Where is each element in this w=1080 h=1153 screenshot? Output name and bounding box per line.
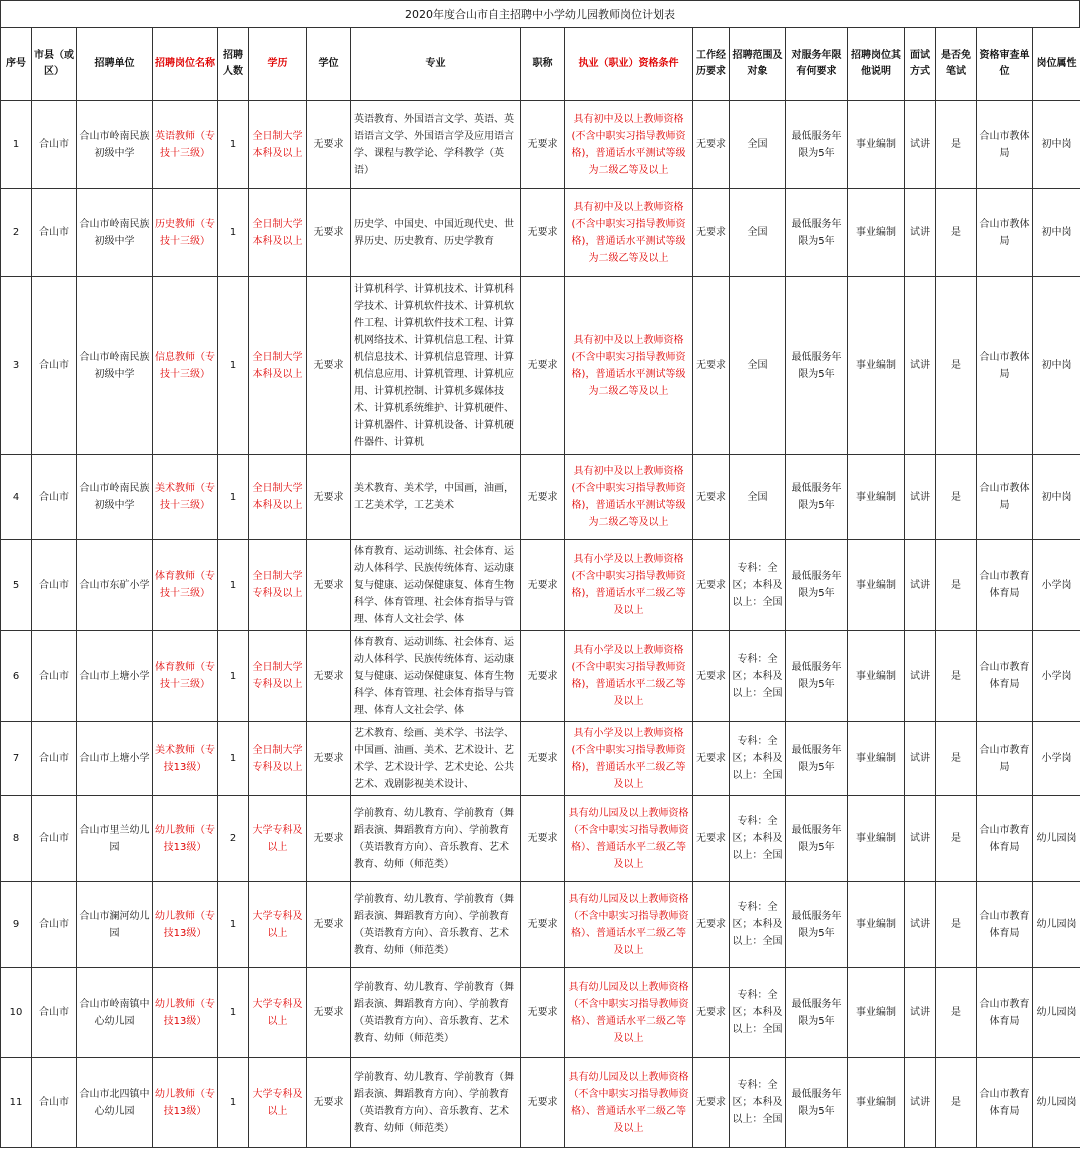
table-cell: 试讲 — [905, 882, 936, 968]
table-cell: 8 — [1, 796, 32, 882]
table-cell: 小学岗 — [1033, 631, 1080, 722]
table-cell: 合山市教育体育局 — [977, 882, 1033, 968]
page-title: 2020年度合山市自主招聘中小学幼儿园教师岗位计划表 — [0, 0, 1080, 27]
table-cell: 试讲 — [905, 101, 936, 189]
table-cell: 专科：全区；本科及以上：全国 — [730, 722, 786, 796]
table-cell: 合山市教体局 — [977, 455, 1033, 540]
table-cell: 合山市北四镇中心幼儿园 — [77, 1058, 153, 1148]
table-cell: 无要求 — [521, 631, 565, 722]
table-cell: 1 — [1, 101, 32, 189]
table-cell: 事业编制 — [848, 631, 905, 722]
table-cell: 合山市 — [32, 455, 77, 540]
table-cell: 合山市岭南民族初级中学 — [77, 189, 153, 277]
table-cell: 试讲 — [905, 189, 936, 277]
table-cell: 是 — [936, 631, 977, 722]
table-cell: 1 — [218, 189, 249, 277]
table-cell: 合山市教育体育局 — [977, 1058, 1033, 1148]
table-cell: 幼儿园岗 — [1033, 1058, 1080, 1148]
table-cell: 具有初中及以上教师资格(不含中职实习指导教师资格)，普通话水平测试等级为二级乙等及以上 — [565, 455, 693, 540]
table-cell: 学前教育、幼儿教育、学前教育（舞蹈表演、舞蹈教育方向）、学前教育（英语教育方向）、音乐教育、艺术教育、幼师（师范类） — [351, 968, 521, 1058]
table-cell: 最低服务年限为5年 — [786, 1058, 848, 1148]
table-cell: 艺术教育、绘画、美术学、书法学、中国画、油画、美术、艺术设计、艺术学、艺术设计学、艺术史论、公共艺术、戏剧影视美术设计、 — [351, 722, 521, 796]
table-cell: 最低服务年限为5年 — [786, 882, 848, 968]
table-cell: 具有幼儿园及以上教师资格（不含中职实习指导教师资格）、普通话水平二级乙等及以上 — [565, 882, 693, 968]
column-header: 专业 — [351, 28, 521, 101]
table-cell: 是 — [936, 455, 977, 540]
table-cell: 英语教育、外国语言文学、英语、英语语言文学、外国语言学及应用语言学、课程与教学论、学科教学（英语） — [351, 101, 521, 189]
table-cell: 全日制大学专科及以上 — [249, 631, 307, 722]
table-cell: 最低服务年限为5年 — [786, 796, 848, 882]
table-cell: 10 — [1, 968, 32, 1058]
table-cell: 合山市 — [32, 189, 77, 277]
table-cell: 专科：全区；本科及以上：全国 — [730, 882, 786, 968]
header-row — [1, 28, 1080, 101]
table-cell: 全日制大学本科及以上 — [249, 189, 307, 277]
table-cell: 事业编制 — [848, 882, 905, 968]
table-cell: 试讲 — [905, 277, 936, 455]
table-cell: 幼儿教师（专技13级） — [153, 882, 218, 968]
table-cell: 美术教师（专技十三级） — [153, 455, 218, 540]
table-row — [1, 722, 1080, 796]
table-cell: 大学专科及以上 — [249, 1058, 307, 1148]
table-cell: 无要求 — [693, 882, 730, 968]
table-cell: 合山市 — [32, 722, 77, 796]
column-header: 是否免笔试 — [936, 28, 977, 101]
table-cell: 合山市 — [32, 277, 77, 455]
table-cell: 大学专科及以上 — [249, 882, 307, 968]
table-cell: 全国 — [730, 455, 786, 540]
table-cell: 事业编制 — [848, 1058, 905, 1148]
table-cell: 事业编制 — [848, 455, 905, 540]
table-cell: 幼儿教师（专技13级） — [153, 796, 218, 882]
table-cell: 试讲 — [905, 631, 936, 722]
table-cell: 合山市 — [32, 882, 77, 968]
table-cell: 无要求 — [307, 455, 351, 540]
table-cell: 小学岗 — [1033, 722, 1080, 796]
table-cell: 历史学、中国史、中国近现代史、世界历史、历史教育、历史学教育 — [351, 189, 521, 277]
table-row — [1, 540, 1080, 631]
table-cell: 6 — [1, 631, 32, 722]
table-cell: 无要求 — [693, 1058, 730, 1148]
table-cell: 具有幼儿园及以上教师资格（不含中职实习指导教师资格）、普通话水平二级乙等及以上 — [565, 968, 693, 1058]
table-cell: 计算机科学、计算机技术、计算机科学技术、计算机软件技术、计算机软件工程、计算机软件技术工程、计算机网络技术、计算机信息工程、计算机信息技术、计算机信息管理、计算机信息应用、计算机管理、计算机应用、计算机控制、计算机多媒体技术、计算机系统维护、计算机硬件、计算机器件、计算机设备、计算机硬件器件、计算机 — [351, 277, 521, 455]
table-cell: 无要求 — [307, 631, 351, 722]
table-row — [1, 882, 1080, 968]
table-cell: 1 — [218, 277, 249, 455]
table-cell: 无要求 — [693, 455, 730, 540]
table-cell: 全日制大学专科及以上 — [249, 722, 307, 796]
table-cell: 小学岗 — [1033, 540, 1080, 631]
table-cell: 无要求 — [693, 189, 730, 277]
table-cell: 历史教师（专技十三级） — [153, 189, 218, 277]
table-cell: 专科：全区；本科及以上：全国 — [730, 796, 786, 882]
table-cell: 无要求 — [307, 968, 351, 1058]
table-cell: 具有小学及以上教师资格(不含中职实习指导教师资格)，普通话水平二级乙等及以上 — [565, 540, 693, 631]
table-cell: 合山市上塘小学 — [77, 631, 153, 722]
table-cell: 事业编制 — [848, 968, 905, 1058]
table-cell: 合山市 — [32, 101, 77, 189]
column-header: 岗位属性 — [1033, 28, 1080, 101]
table-cell: 2 — [218, 796, 249, 882]
table-cell: 无要求 — [521, 455, 565, 540]
table-cell: 初中岗 — [1033, 189, 1080, 277]
table-cell: 1 — [218, 968, 249, 1058]
table-cell: 信息教师（专技十三级） — [153, 277, 218, 455]
column-header: 资格审查单位 — [977, 28, 1033, 101]
table-cell: 试讲 — [905, 796, 936, 882]
table-cell: 学前教育、幼儿教育、学前教育（舞蹈表演、舞蹈教育方向）、学前教育（英语教育方向）、音乐教育、艺术教育、幼师（师范类） — [351, 796, 521, 882]
table-cell: 是 — [936, 101, 977, 189]
table-cell: 合山市澜河幼儿园 — [77, 882, 153, 968]
table-cell: 具有初中及以上教师资格(不含中职实习指导教师资格)，普通话水平测试等级为二级乙等及以上 — [565, 277, 693, 455]
table-cell: 具有幼儿园及以上教师资格（不含中职实习指导教师资格）、普通话水平二级乙等及以上 — [565, 1058, 693, 1148]
table-cell: 无要求 — [307, 1058, 351, 1148]
table-cell: 全日制大学本科及以上 — [249, 277, 307, 455]
table-cell: 具有小学及以上教师资格(不含中职实习指导教师资格)，普通话水平二级乙等及以上 — [565, 722, 693, 796]
column-header: 对服务年限有何要求 — [786, 28, 848, 101]
table-cell: 最低服务年限为5年 — [786, 968, 848, 1058]
table-row — [1, 968, 1080, 1058]
table-cell: 是 — [936, 722, 977, 796]
table-cell: 无要求 — [693, 540, 730, 631]
table-cell: 合山市教育局 — [977, 722, 1033, 796]
table-cell: 无要求 — [693, 722, 730, 796]
table-cell: 体育教育、运动训练、社会体育、运动人体科学、民族传统体育、运动康复与健康、运动保健康复、体育生物科学、体育管理、社会体育指导与管理、体育人文社会学、体 — [351, 540, 521, 631]
table-cell: 合山市教体局 — [977, 101, 1033, 189]
table-cell: 是 — [936, 968, 977, 1058]
table-cell: 5 — [1, 540, 32, 631]
table-cell: 合山市 — [32, 1058, 77, 1148]
table-cell: 最低服务年限为5年 — [786, 101, 848, 189]
table-cell: 事业编制 — [848, 540, 905, 631]
table-cell: 体育教师（专技十三级） — [153, 540, 218, 631]
table-row — [1, 277, 1080, 455]
table-cell: 1 — [218, 101, 249, 189]
table-cell: 试讲 — [905, 968, 936, 1058]
table-cell: 1 — [218, 722, 249, 796]
table-cell: 最低服务年限为5年 — [786, 540, 848, 631]
table-cell: 专科：全区；本科及以上：全国 — [730, 1058, 786, 1148]
table-cell: 试讲 — [905, 722, 936, 796]
table-cell: 合山市教体局 — [977, 189, 1033, 277]
table-cell: 事业编制 — [848, 189, 905, 277]
table-cell: 初中岗 — [1033, 101, 1080, 189]
table-cell: 合山市教育体育局 — [977, 540, 1033, 631]
table-cell: 事业编制 — [848, 101, 905, 189]
table-cell: 具有小学及以上教师资格(不含中职实习指导教师资格)，普通话水平二级乙等及以上 — [565, 631, 693, 722]
table-cell: 幼儿园岗 — [1033, 968, 1080, 1058]
table-cell: 是 — [936, 277, 977, 455]
table-cell: 合山市 — [32, 540, 77, 631]
table-cell: 具有初中及以上教师资格(不含中职实习指导教师资格)，普通话水平测试等级为二级乙等及以上 — [565, 101, 693, 189]
table-cell: 无要求 — [307, 189, 351, 277]
table-cell: 无要求 — [521, 882, 565, 968]
table-cell: 7 — [1, 722, 32, 796]
column-header: 职称 — [521, 28, 565, 101]
table-cell: 是 — [936, 1058, 977, 1148]
table-cell: 合山市上塘小学 — [77, 722, 153, 796]
column-header: 招聘范围及对象 — [730, 28, 786, 101]
table-cell: 11 — [1, 1058, 32, 1148]
table-cell: 全国 — [730, 277, 786, 455]
table-cell: 大学专科及以上 — [249, 968, 307, 1058]
table-cell: 9 — [1, 882, 32, 968]
table-cell: 最低服务年限为5年 — [786, 722, 848, 796]
table-cell: 1 — [218, 882, 249, 968]
table-cell: 1 — [218, 540, 249, 631]
column-header: 序号 — [1, 28, 32, 101]
table-cell: 是 — [936, 540, 977, 631]
table-cell: 合山市教育体育局 — [977, 631, 1033, 722]
table-cell: 专科：全区；本科及以上：全国 — [730, 540, 786, 631]
table-cell: 合山市岭南民族初级中学 — [77, 277, 153, 455]
table-cell: 合山市岭南民族初级中学 — [77, 101, 153, 189]
table-cell: 无要求 — [693, 968, 730, 1058]
table-cell: 全日制大学专科及以上 — [249, 540, 307, 631]
table-cell: 无要求 — [693, 631, 730, 722]
table-cell: 最低服务年限为5年 — [786, 277, 848, 455]
table-cell: 3 — [1, 277, 32, 455]
table-cell: 大学专科及以上 — [249, 796, 307, 882]
table-row — [1, 101, 1080, 189]
table-cell: 1 — [218, 455, 249, 540]
table-cell: 2 — [1, 189, 32, 277]
column-header: 面试方式 — [905, 28, 936, 101]
table-cell: 英语教师（专技十三级） — [153, 101, 218, 189]
table-cell: 无要求 — [521, 796, 565, 882]
table-cell: 无要求 — [521, 277, 565, 455]
column-header: 执业（职业）资格条件 — [565, 28, 693, 101]
table-row — [1, 796, 1080, 882]
column-header: 招聘单位 — [77, 28, 153, 101]
table-cell: 无要求 — [521, 968, 565, 1058]
table-row — [1, 631, 1080, 722]
table-cell: 体育教师（专技十三级） — [153, 631, 218, 722]
table-cell: 具有幼儿园及以上教师资格（不含中职实习指导教师资格）、普通话水平二级乙等及以上 — [565, 796, 693, 882]
table-cell: 4 — [1, 455, 32, 540]
table-cell: 幼儿园岗 — [1033, 796, 1080, 882]
table-cell: 是 — [936, 189, 977, 277]
column-header: 学历 — [249, 28, 307, 101]
table-cell: 合山市里兰幼儿园 — [77, 796, 153, 882]
table-cell: 无要求 — [307, 540, 351, 631]
table-cell: 试讲 — [905, 455, 936, 540]
table-cell: 幼儿园岗 — [1033, 882, 1080, 968]
table-cell: 合山市岭南民族初级中学 — [77, 455, 153, 540]
table-body — [1, 101, 1080, 1148]
table-cell: 无要求 — [307, 796, 351, 882]
table-cell: 无要求 — [693, 101, 730, 189]
table-cell: 体育教育、运动训练、社会体育、运动人体科学、民族传统体育、运动康复与健康、运动保健康复、体育生物科学、体育管理、社会体育指导与管理、体育人文社会学、体 — [351, 631, 521, 722]
table-cell: 全国 — [730, 189, 786, 277]
table-cell: 全国 — [730, 101, 786, 189]
table-cell: 专科：全区；本科及以上：全国 — [730, 631, 786, 722]
recruitment-table — [0, 27, 1080, 1148]
table-cell: 学前教育、幼儿教育、学前教育（舞蹈表演、舞蹈教育方向）、学前教育（英语教育方向）、音乐教育、艺术教育、幼师（师范类） — [351, 1058, 521, 1148]
table-row — [1, 1058, 1080, 1148]
table-cell: 合山市教育体育局 — [977, 796, 1033, 882]
column-header: 招聘人数 — [218, 28, 249, 101]
table-cell: 最低服务年限为5年 — [786, 189, 848, 277]
table-cell: 无要求 — [521, 189, 565, 277]
column-header: 招聘岗位名称 — [153, 28, 218, 101]
table-cell: 是 — [936, 796, 977, 882]
table-cell: 合山市 — [32, 631, 77, 722]
table-cell: 最低服务年限为5年 — [786, 631, 848, 722]
table-cell: 事业编制 — [848, 796, 905, 882]
table-cell: 全日制大学本科及以上 — [249, 101, 307, 189]
column-header: 学位 — [307, 28, 351, 101]
table-row — [1, 189, 1080, 277]
table-cell: 合山市 — [32, 796, 77, 882]
table-cell: 无要求 — [307, 882, 351, 968]
table-cell: 无要求 — [521, 1058, 565, 1148]
table-cell: 合山市教育体育局 — [977, 968, 1033, 1058]
table-cell: 无要求 — [521, 722, 565, 796]
table-cell: 初中岗 — [1033, 277, 1080, 455]
table-cell: 合山市东矿小学 — [77, 540, 153, 631]
table-cell: 具有初中及以上教师资格(不含中职实习指导教师资格)，普通话水平测试等级为二级乙等及以上 — [565, 189, 693, 277]
table-cell: 是 — [936, 882, 977, 968]
table-cell: 幼儿教师（专技13级） — [153, 1058, 218, 1148]
table-cell: 无要求 — [693, 277, 730, 455]
table-cell: 试讲 — [905, 1058, 936, 1148]
table-cell: 无要求 — [307, 277, 351, 455]
table-cell: 1 — [218, 1058, 249, 1148]
table-cell: 无要求 — [693, 796, 730, 882]
table-cell: 美术教师（专技13级） — [153, 722, 218, 796]
table-cell: 试讲 — [905, 540, 936, 631]
table-cell: 事业编制 — [848, 722, 905, 796]
column-header: 招聘岗位其他说明 — [848, 28, 905, 101]
column-header: 市县（或区） — [32, 28, 77, 101]
table-cell: 全日制大学本科及以上 — [249, 455, 307, 540]
table-cell: 合山市教体局 — [977, 277, 1033, 455]
table-cell: 无要求 — [307, 101, 351, 189]
table-cell: 无要求 — [307, 722, 351, 796]
table-cell: 1 — [218, 631, 249, 722]
table-cell: 事业编制 — [848, 277, 905, 455]
table-cell: 无要求 — [521, 101, 565, 189]
table-cell: 幼儿教师（专技13级） — [153, 968, 218, 1058]
table-cell: 合山市岭南镇中心幼儿园 — [77, 968, 153, 1058]
table-cell: 初中岗 — [1033, 455, 1080, 540]
table-cell: 专科：全区；本科及以上：全国 — [730, 968, 786, 1058]
table-cell: 最低服务年限为5年 — [786, 455, 848, 540]
column-header: 工作经历要求 — [693, 28, 730, 101]
table-row — [1, 455, 1080, 540]
table-cell: 美术教育、美术学，中国画，油画，工艺美术学，工艺美术 — [351, 455, 521, 540]
table-cell: 学前教育、幼儿教育、学前教育（舞蹈表演、舞蹈教育方向）、学前教育（英语教育方向）、音乐教育、艺术教育、幼师（师范类） — [351, 882, 521, 968]
table-cell: 合山市 — [32, 968, 77, 1058]
table-cell: 无要求 — [521, 540, 565, 631]
